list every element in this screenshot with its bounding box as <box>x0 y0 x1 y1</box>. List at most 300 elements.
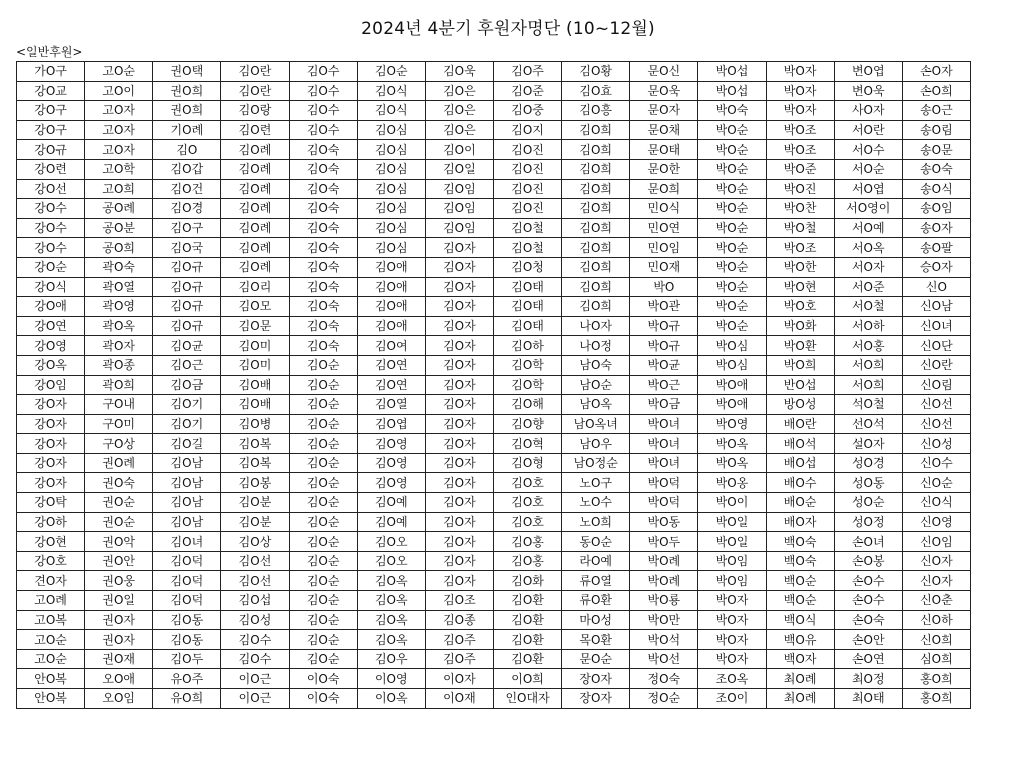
donor-name-cell: 김O수 <box>221 630 289 650</box>
donor-name-cell: 박O옥 <box>698 453 766 473</box>
donor-name-cell: 김O태 <box>493 297 561 317</box>
donor-name-cell: 신O녀 <box>902 316 970 336</box>
donor-name-cell: 박O순 <box>698 120 766 140</box>
donor-name-cell: 김O규 <box>153 257 221 277</box>
donor-name-cell: 장O자 <box>562 669 630 689</box>
table-row <box>17 140 971 160</box>
donor-name-cell: 김O희 <box>562 199 630 219</box>
donor-name-cell: 강O영 <box>17 336 85 356</box>
donor-name-cell: 김O순 <box>289 473 357 493</box>
donor-name-cell: 박O한 <box>766 257 834 277</box>
donor-name-cell: 곽O숙 <box>85 257 153 277</box>
donor-name-cell: 박O만 <box>630 610 698 630</box>
donor-name-cell: 서O영이 <box>834 199 902 219</box>
donor-name-cell: 유O희 <box>153 689 221 709</box>
donor-name-cell: 백O숙 <box>766 551 834 571</box>
donor-name-cell: 이O근 <box>221 669 289 689</box>
donor-name-cell: 김O심 <box>357 238 425 258</box>
donor-name-cell: 박O <box>630 277 698 297</box>
donor-name-cell: 김O진 <box>493 159 561 179</box>
table-row <box>17 218 971 238</box>
donor-name-cell: 송O근 <box>902 101 970 121</box>
donor-name-cell: 신O선 <box>902 414 970 434</box>
donor-name-cell: 김O영 <box>357 434 425 454</box>
donor-name-cell: 김O자 <box>425 336 493 356</box>
donor-name-cell: 백O식 <box>766 610 834 630</box>
donor-name-cell: 박O순 <box>698 238 766 258</box>
donor-name-cell: 김O애 <box>357 316 425 336</box>
donor-name-cell: 김O자 <box>425 473 493 493</box>
donor-name-cell: 김O자 <box>425 297 493 317</box>
donor-name-cell: 김O숙 <box>289 159 357 179</box>
donor-name-cell: 서O하 <box>834 316 902 336</box>
donor-name-cell: 이O자 <box>425 669 493 689</box>
donor-name-cell: 고O자 <box>85 140 153 160</box>
donor-name-cell: 김O근 <box>153 355 221 375</box>
donor-name-cell: 김O진 <box>493 199 561 219</box>
table-row <box>17 297 971 317</box>
donor-name-cell: 권O택 <box>153 62 221 82</box>
donor-name-cell: 선O석 <box>834 414 902 434</box>
donor-name-cell: 오O애 <box>85 669 153 689</box>
donor-name-cell: 김O자 <box>425 238 493 258</box>
donor-name-cell: 강O탁 <box>17 493 85 513</box>
donor-name-cell: 김O학 <box>493 375 561 395</box>
donor-name-cell: 서O옥 <box>834 238 902 258</box>
donor-name-cell: 김O순 <box>289 649 357 669</box>
donor-name-cell: 김O은 <box>425 120 493 140</box>
donor-name-cell: 김O모 <box>221 297 289 317</box>
donor-name-cell: 민O재 <box>630 257 698 277</box>
donor-name-cell: 송O팔 <box>902 238 970 258</box>
donor-name-cell: 인O대자 <box>493 689 561 709</box>
donor-name-cell: 서O란 <box>834 120 902 140</box>
donor-name-cell: 강O호 <box>17 551 85 571</box>
donor-name-cell: 박O순 <box>698 199 766 219</box>
donor-name-cell: 신O춘 <box>902 591 970 611</box>
donor-name-cell: 권O례 <box>85 453 153 473</box>
donor-name-cell: 김O례 <box>221 218 289 238</box>
donor-name-cell: 곽O열 <box>85 277 153 297</box>
donor-name-cell: 강O규 <box>17 140 85 160</box>
donor-name-cell: 박O현 <box>766 277 834 297</box>
donor-name-cell: 권O악 <box>85 532 153 552</box>
donor-name-cell: 김O태 <box>493 316 561 336</box>
donor-name-cell: 김O자 <box>425 375 493 395</box>
donor-name-cell: 김O경 <box>153 199 221 219</box>
donor-name-cell: 김O자 <box>425 395 493 415</box>
donor-name-cell: 박O조 <box>766 140 834 160</box>
donor-name-cell: 김O혁 <box>493 434 561 454</box>
donor-name-cell: 손O수 <box>834 571 902 591</box>
donor-name-cell: 김O식 <box>357 101 425 121</box>
donor-name-cell: 고O순 <box>85 62 153 82</box>
donor-name-cell: 김O기 <box>153 395 221 415</box>
donor-name-cell: 성O경 <box>834 453 902 473</box>
donor-name-cell: 김O례 <box>221 159 289 179</box>
page-title: 2024년 4분기 후원자명단 (10~12월) <box>361 19 655 39</box>
donor-name-cell: 김O순 <box>357 62 425 82</box>
donor-name-cell: 김O분 <box>221 512 289 532</box>
donor-name-cell: 구O미 <box>85 414 153 434</box>
donor-name-cell: 신O자 <box>902 551 970 571</box>
donor-name-cell: 권O순 <box>85 493 153 513</box>
donor-name-cell: 김O순 <box>289 610 357 630</box>
donor-name-cell: 남O옥녀 <box>562 414 630 434</box>
donor-name-cell: 백O순 <box>766 571 834 591</box>
donor-name-cell: 김O숙 <box>289 297 357 317</box>
donor-name-cell: 김O호 <box>493 473 561 493</box>
donor-name-cell: 서O수 <box>834 140 902 160</box>
donor-name-cell: 박O금 <box>630 395 698 415</box>
donor-name-cell: 방O성 <box>766 395 834 415</box>
donor-name-cell: 김O우 <box>357 649 425 669</box>
donor-name-cell: 최O례 <box>766 689 834 709</box>
donor-name-cell: 신O순 <box>902 473 970 493</box>
donor-name-cell: 강O자 <box>17 473 85 493</box>
donor-name-cell: 심O희 <box>902 649 970 669</box>
donor-name-cell: 김O상 <box>221 532 289 552</box>
donor-name-cell: 김O환 <box>493 649 561 669</box>
donor-name-cell: 김O형 <box>493 453 561 473</box>
donor-name-cell: 김O희 <box>562 297 630 317</box>
donor-name-cell: 김O여 <box>357 336 425 356</box>
donor-name-cell: 박O애 <box>698 395 766 415</box>
donor-name-cell: 박O관 <box>630 297 698 317</box>
donor-name-cell: 김O동 <box>153 610 221 630</box>
table-row <box>17 493 971 513</box>
table-row <box>17 591 971 611</box>
donor-name-cell: 문O자 <box>630 101 698 121</box>
donor-name-cell: 서O철 <box>834 297 902 317</box>
table-row <box>17 257 971 277</box>
donor-name-cell: 박O덕 <box>630 473 698 493</box>
donor-name-cell: 손O연 <box>834 649 902 669</box>
donor-name-cell: 박O룡 <box>630 591 698 611</box>
donor-name-cell: 김O주 <box>493 62 561 82</box>
donor-name-cell: 김O심 <box>357 218 425 238</box>
donor-name-cell: 김O숙 <box>289 179 357 199</box>
donor-name-cell: 김O호 <box>493 512 561 532</box>
donor-name-cell: 목O환 <box>562 630 630 650</box>
donor-name-cell: 김O성 <box>221 610 289 630</box>
donor-name-cell: 라O예 <box>562 551 630 571</box>
donor-name-cell: 김O배 <box>221 375 289 395</box>
donor-name-cell: 김O순 <box>289 414 357 434</box>
donor-name-cell: 이O숙 <box>289 689 357 709</box>
donor-name-cell: 김O향 <box>493 414 561 434</box>
donor-name-cell: 류O열 <box>562 571 630 591</box>
donor-name-cell: 문O태 <box>630 140 698 160</box>
donor-name-cell: 신O영 <box>902 512 970 532</box>
donor-name-cell: 김O자 <box>425 512 493 532</box>
donor-name-cell: 박O선 <box>630 649 698 669</box>
donor-name-cell: 서O홍 <box>834 336 902 356</box>
donor-name-cell: 박O동 <box>630 512 698 532</box>
donor-name-cell: 박O희 <box>766 355 834 375</box>
donor-name-cell: 김O지 <box>493 120 561 140</box>
donor-name-cell: 김O례 <box>221 257 289 277</box>
donor-name-cell: 박O순 <box>698 297 766 317</box>
donor-name-cell: 김O랑 <box>221 101 289 121</box>
donor-name-cell: 박O자 <box>698 610 766 630</box>
donor-name-cell: 문O욱 <box>630 81 698 101</box>
donor-name-cell: 강O교 <box>17 81 85 101</box>
donor-name-cell: 김O열 <box>357 395 425 415</box>
donor-name-cell: 배O석 <box>766 434 834 454</box>
donor-name-cell: 김O수 <box>289 101 357 121</box>
table-row <box>17 277 971 297</box>
donor-name-cell: 김O순 <box>289 453 357 473</box>
donor-name-cell: 김O복 <box>221 434 289 454</box>
donor-name-cell: 권O희 <box>153 101 221 121</box>
table-row <box>17 101 971 121</box>
donor-name-cell: 김O숙 <box>289 257 357 277</box>
donor-name-cell: 최O태 <box>834 689 902 709</box>
table-row <box>17 159 971 179</box>
donor-name-cell: 강O애 <box>17 297 85 317</box>
donor-name-cell: 김O조 <box>425 591 493 611</box>
donor-name-cell: 김O옥 <box>357 571 425 591</box>
donor-name-cell: 이O희 <box>493 669 561 689</box>
donor-name-cell: 김O순 <box>289 571 357 591</box>
donor-name-cell: 김O순 <box>289 630 357 650</box>
table-row <box>17 414 971 434</box>
donor-name-cell: 박O철 <box>766 218 834 238</box>
donor-name-cell: 강O연 <box>17 316 85 336</box>
donor-name-cell: 박O순 <box>698 140 766 160</box>
donor-name-cell: 김O남 <box>153 473 221 493</box>
donor-name-cell: 남O우 <box>562 434 630 454</box>
donor-name-cell: 김O하 <box>493 336 561 356</box>
donor-name-cell: 김O식 <box>357 81 425 101</box>
table-row <box>17 669 971 689</box>
donor-name-cell: 김O태 <box>493 277 561 297</box>
donor-name-cell: 배O란 <box>766 414 834 434</box>
donor-name-cell: 김O청 <box>493 257 561 277</box>
donor-name-cell: 김O금 <box>153 375 221 395</box>
donor-name-cell: 구O상 <box>85 434 153 454</box>
table-row <box>17 355 971 375</box>
donor-name-cell: 김O문 <box>221 316 289 336</box>
donor-name-cell: 손O봉 <box>834 551 902 571</box>
donor-name-cell: 강O자 <box>17 434 85 454</box>
donor-name-cell: 배O순 <box>766 493 834 513</box>
donor-name-cell: 김O규 <box>153 316 221 336</box>
donor-name-cell: 백O자 <box>766 649 834 669</box>
donor-name-cell: 나O정 <box>562 336 630 356</box>
donor-name-cell: 김O순 <box>289 395 357 415</box>
table-row <box>17 395 971 415</box>
donor-name-cell: 김O옥 <box>357 630 425 650</box>
donor-name-cell: 배O섭 <box>766 453 834 473</box>
donor-name-cell: 김O숙 <box>289 218 357 238</box>
donor-name-cell: 김O남 <box>153 512 221 532</box>
table-row <box>17 375 971 395</box>
donor-name-cell: 김O예 <box>357 493 425 513</box>
donor-name-cell: 조O옥 <box>698 669 766 689</box>
donor-name-cell: 강O수 <box>17 199 85 219</box>
donor-name-cell: 유O주 <box>153 669 221 689</box>
donor-name-cell: 박O석 <box>630 630 698 650</box>
donor-name-cell: 김O환 <box>493 630 561 650</box>
donor-name-cell: 손O자 <box>902 62 970 82</box>
donor-name-cell: 권O순 <box>85 512 153 532</box>
table-row <box>17 689 971 709</box>
donor-name-cell: 송O식 <box>902 179 970 199</box>
donor-name-cell: 박O호 <box>766 297 834 317</box>
donor-name-cell: 서O희 <box>834 355 902 375</box>
donor-name-cell: 김O심 <box>357 179 425 199</box>
donor-name-cell: 김O자 <box>425 277 493 297</box>
donor-name-cell: 문O순 <box>562 649 630 669</box>
donor-name-cell: 신O림 <box>902 375 970 395</box>
donor-name-cell: 김O자 <box>425 532 493 552</box>
donor-name-cell: 김O덕 <box>153 591 221 611</box>
donor-name-cell: 김O미 <box>221 355 289 375</box>
donor-name-cell: 김O희 <box>562 159 630 179</box>
donor-name-cell: 김O균 <box>153 336 221 356</box>
donor-name-cell: 김O기 <box>153 414 221 434</box>
donor-name-cell: 박O자 <box>698 649 766 669</box>
donor-name-cell: 노O구 <box>562 473 630 493</box>
donor-name-cell: 김O심 <box>357 159 425 179</box>
donor-name-cell: 김O동 <box>153 630 221 650</box>
donor-name-cell: 박O녀 <box>630 453 698 473</box>
donor-name-cell: 김O선 <box>221 551 289 571</box>
donor-name-cell: 고O순 <box>17 630 85 650</box>
donor-name-cell: 정O순 <box>630 689 698 709</box>
donor-name-cell: 강O임 <box>17 375 85 395</box>
donor-name-cell: 김O분 <box>221 493 289 513</box>
donor-name-cell: 백O유 <box>766 630 834 650</box>
donor-name-cell: 공O례 <box>85 199 153 219</box>
donor-name-cell: 견O자 <box>17 571 85 591</box>
donor-name-cell: 신O하 <box>902 610 970 630</box>
donor-name-cell: 강O하 <box>17 512 85 532</box>
donor-name-cell: 서O희 <box>834 375 902 395</box>
donor-name-cell: 곽O종 <box>85 355 153 375</box>
donor-name-cell: 김O희 <box>562 218 630 238</box>
donor-name-cell: 박O두 <box>630 532 698 552</box>
donor-name-cell: 김O애 <box>357 297 425 317</box>
donor-name-cell: 민O임 <box>630 238 698 258</box>
donor-name-cell: 김O자 <box>425 453 493 473</box>
donor-name-cell: 김O준 <box>493 81 561 101</box>
donor-name-cell: 석O철 <box>834 395 902 415</box>
donor-name-cell: 김O진 <box>493 140 561 160</box>
donor-name-cell: 고O자 <box>85 101 153 121</box>
donor-name-cell: 최O례 <box>766 669 834 689</box>
table-row <box>17 434 971 454</box>
donor-name-cell: 김O주 <box>425 630 493 650</box>
donor-name-cell: 김O숙 <box>289 238 357 258</box>
donor-name-cell: 박O자 <box>766 81 834 101</box>
donor-name-cell: 김O숙 <box>289 316 357 336</box>
donor-name-cell: 신O수 <box>902 453 970 473</box>
table-row <box>17 610 971 630</box>
donor-name-cell: 홍O희 <box>902 669 970 689</box>
donor-name-cell: 김O병 <box>221 414 289 434</box>
donor-name-cell: 박O순 <box>698 316 766 336</box>
donor-name-cell: 송O림 <box>902 120 970 140</box>
donor-name-cell: 강O선 <box>17 179 85 199</box>
donor-name-cell: 동O순 <box>562 532 630 552</box>
donor-name-cell: 공O희 <box>85 238 153 258</box>
donor-name-cell: 김O오 <box>357 551 425 571</box>
donor-name-cell: 김O봉 <box>221 473 289 493</box>
donor-name-cell: 고O학 <box>85 159 153 179</box>
donor-name-cell: 김O흥 <box>562 101 630 121</box>
donor-name-cell: 김O일 <box>425 159 493 179</box>
donor-name-cell: 강O수 <box>17 238 85 258</box>
donor-name-cell: 김O연 <box>357 355 425 375</box>
donor-name-cell: 김O환 <box>493 610 561 630</box>
donor-name-cell: 김O연 <box>357 375 425 395</box>
donor-name-cell: 문O채 <box>630 120 698 140</box>
donor-name-cell: 김O순 <box>289 355 357 375</box>
donor-name-cell: 백O숙 <box>766 532 834 552</box>
donor-name-cell: 오O임 <box>85 689 153 709</box>
donor-name-cell: 김O희 <box>562 257 630 277</box>
donor-name-cell: 송O문 <box>902 140 970 160</box>
donor-name-cell: 김O갑 <box>153 159 221 179</box>
donor-name-cell: 류O환 <box>562 591 630 611</box>
donor-name-cell: 김O화 <box>493 571 561 591</box>
donor-name-cell: 곽O자 <box>85 336 153 356</box>
donor-name-cell: 김O덕 <box>153 551 221 571</box>
donor-name-cell: 김O희 <box>562 238 630 258</box>
donor-name-cell: 남O정순 <box>562 453 630 473</box>
donor-name-cell: 손O숙 <box>834 610 902 630</box>
donor-name-cell: 손O수 <box>834 591 902 611</box>
donor-name-cell: 송O임 <box>902 199 970 219</box>
donor-name-cell: 박O자 <box>698 630 766 650</box>
donor-name-cell: 박O임 <box>698 571 766 591</box>
donor-name-cell: 변O욱 <box>834 81 902 101</box>
donor-name-cell: 강O자 <box>17 414 85 434</box>
donor-name-cell: 박O심 <box>698 355 766 375</box>
table-row <box>17 62 971 82</box>
donor-name-cell: 김O <box>153 140 221 160</box>
donor-name-cell: 김O영 <box>357 453 425 473</box>
donor-name-cell: 김O이 <box>425 140 493 160</box>
donor-name-cell: 박O조 <box>766 120 834 140</box>
donor-name-cell: 김O수 <box>289 81 357 101</box>
donor-name-cell: 김O옥 <box>357 610 425 630</box>
table-row <box>17 199 971 219</box>
donor-name-cell: 김O환 <box>493 591 561 611</box>
donor-name-cell: 김O란 <box>221 81 289 101</box>
donor-name-cell: 김O복 <box>221 453 289 473</box>
donor-name-cell: 서O엽 <box>834 179 902 199</box>
donor-name-cell: 권O재 <box>85 649 153 669</box>
table-row <box>17 81 971 101</box>
donor-name-cell: 김O국 <box>153 238 221 258</box>
donor-name-cell: 안O복 <box>17 669 85 689</box>
donor-name-cell: 안O복 <box>17 689 85 709</box>
donor-name-cell: 강O구 <box>17 120 85 140</box>
donor-name-cell: 김O건 <box>153 179 221 199</box>
donor-name-cell: 김O옥 <box>357 591 425 611</box>
donor-name-cell: 서O예 <box>834 218 902 238</box>
donor-name-cell: 변O엽 <box>834 62 902 82</box>
donor-name-cell: 김O규 <box>153 297 221 317</box>
donor-name-cell: 신O <box>902 277 970 297</box>
donor-name-cell: 김O희 <box>562 179 630 199</box>
table-row <box>17 512 971 532</box>
donor-name-cell: 김O덕 <box>153 571 221 591</box>
